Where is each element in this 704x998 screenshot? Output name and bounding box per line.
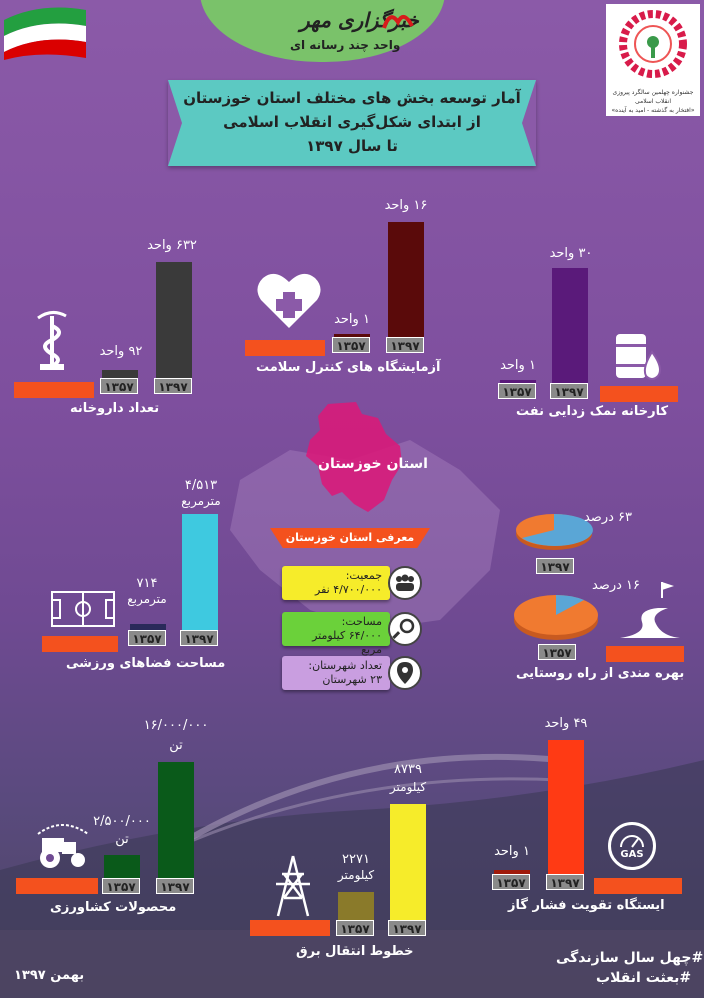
roads-pie-1357: [510, 590, 602, 644]
title-line-2: از ابتدای شکل‌گیری انقلاب اسلامی: [223, 113, 481, 131]
pharmacy-year-1397: ۱۳۹۷: [154, 378, 192, 394]
health-heart-icon: [255, 270, 323, 332]
oil-year-1397: ۱۳۹۷: [550, 383, 588, 399]
gas-bar-1397: [548, 740, 584, 874]
gas-old-value: ۱ واحد: [494, 844, 530, 859]
pharmacy-old-value: ۹۲ واحد: [99, 344, 143, 359]
labs-caption: آزمایشگاه های کنترل سلامت: [256, 360, 441, 375]
roads-year-1397: ۱۳۹۷: [536, 558, 574, 574]
pharmacy-icon: [32, 308, 72, 374]
oil-old-value: ۱ واحد: [500, 358, 536, 373]
pharmacy-bar-1357: [102, 370, 138, 378]
agri-year-1397: ۱۳۹۷: [156, 878, 194, 894]
power-old-unit: کیلومتر: [337, 868, 375, 882]
iran-flag-icon: [0, 0, 90, 60]
sports-old-unit: مترمربع: [127, 592, 167, 606]
sports-new-value: ۴/۵۱۳: [184, 478, 218, 493]
footer-date: بهمن ۱۳۹۷: [14, 968, 85, 983]
footer-hashtag-1: #چهل سال سازندگی: [556, 950, 704, 966]
agri-bar-1357: [104, 855, 140, 878]
gas-year-1357: ۱۳۵۷: [492, 874, 530, 890]
pharmacy-new-value: ۶۳۲ واحد: [147, 238, 197, 253]
agri-new-unit: تن: [169, 738, 183, 753]
power-bar-1397: [390, 804, 426, 920]
gas-new-value: ۴۹ واحد: [544, 716, 588, 731]
agri-old-value: ۲/۵۰۰/۰۰۰: [93, 814, 151, 829]
cities-box: [282, 656, 390, 690]
province-name: استان خوزستان: [318, 456, 428, 472]
oil-caption: کارخانه نمک زدایی نفت: [516, 404, 669, 419]
cities-value: ۲۳ شهرستان: [322, 673, 382, 686]
population-value: ۴/۷۰۰/۰۰۰ نفر: [315, 583, 382, 596]
oil-bar-1397: [552, 268, 588, 383]
power-bar-1357: [338, 892, 374, 920]
power-underline: [250, 920, 330, 936]
labs-bar-1397: [388, 222, 424, 337]
oil-year-1357: ۱۳۵۷: [498, 383, 536, 399]
sports-field-icon: [50, 590, 116, 628]
labs-underline: [245, 340, 325, 356]
roads-caption: بهره مندی از راه روستایی: [516, 666, 685, 681]
power-new-value: ۸۷۳۹: [394, 762, 422, 777]
pharmacy-caption: تعداد داروخانه: [70, 401, 160, 416]
labs-old-value: ۱ واحد: [334, 312, 370, 327]
title-line-3: تا سال ۱۳۹۷: [306, 137, 398, 155]
area-value: ۶۴/۰۰۰ کیلومتر مربع: [312, 629, 382, 656]
footer-hashtag-2: #بعثت انقلاب: [596, 970, 692, 986]
roads-new-value: ۶۳ درصد: [583, 510, 633, 525]
road-icon: [616, 578, 682, 642]
pharmacy-bar-1397: [156, 262, 192, 378]
agri-bar-1397: [158, 762, 194, 878]
mehr-logo-icon: [380, 8, 416, 34]
labs-year-1357: ۱۳۵۷: [332, 337, 370, 353]
area-icon: [388, 612, 422, 646]
pharmacy-underline: [14, 382, 94, 398]
power-tower-icon: [268, 854, 318, 918]
roads-year-1357: ۱۳۵۷: [538, 644, 576, 660]
labs-new-value: ۱۶ واحد: [384, 198, 428, 213]
agri-caption: محصولات کشاورزی: [50, 900, 177, 915]
agri-new-value: ۱۶/۰۰۰/۰۰۰: [143, 718, 209, 733]
agency-name: خبرگزاری مهر: [300, 8, 419, 32]
power-new-unit: کیلومتر: [389, 780, 427, 794]
population-label: جمعیت:: [345, 569, 382, 582]
agri-old-unit: تن: [115, 832, 129, 847]
roads-underline: [606, 646, 684, 662]
population-box: [282, 566, 390, 600]
pharmacy-year-1357: ۱۳۵۷: [100, 378, 138, 394]
agri-year-1357: ۱۳۵۷: [102, 878, 140, 894]
sports-year-1357: ۱۳۵۷: [128, 630, 166, 646]
title-banner: [168, 80, 536, 166]
oil-new-value: ۳۰ واحد: [549, 246, 593, 261]
logo-slogan: «افتخار به گذشته - امید به آینده»: [611, 107, 695, 114]
sports-caption: مساحت فضاهای ورزشی: [66, 656, 226, 671]
gas-icon-label: GAS: [620, 849, 644, 860]
title-line-1: آمار توسعه بخش های مختلف استان خوزستان: [183, 89, 521, 107]
cities-label: تعداد شهرستان:: [308, 659, 382, 672]
sports-old-value: ۷۱۴: [136, 576, 158, 591]
population-icon: [388, 566, 422, 600]
labs-year-1397: ۱۳۹۷: [386, 337, 424, 353]
area-label: مساحت:: [341, 615, 382, 628]
sports-underline: [42, 636, 118, 652]
agri-underline: [16, 878, 98, 894]
gas-underline: [594, 878, 682, 894]
oil-underline: [600, 386, 678, 402]
agency-sub: واحد چند رسانه ای: [290, 38, 401, 52]
power-year-1357: ۱۳۵۷: [336, 920, 374, 936]
power-caption: خطوط انتقال برق: [296, 944, 414, 959]
power-old-value: ۲۲۷۱: [342, 852, 370, 867]
sports-new-unit: مترمربع: [181, 494, 221, 508]
location-pin-icon: [388, 656, 422, 690]
gas-caption: ایستگاه تقویت فشار گاز: [508, 898, 665, 913]
power-year-1397: ۱۳۹۷: [388, 920, 426, 936]
gas-gauge-icon: [608, 822, 656, 870]
anniversary-logo: [606, 4, 700, 116]
roads-old-value: ۱۶ درصد: [591, 578, 641, 593]
logo-caption: جشنواره چهلمین سالگرد پیروزی انقلاب اسلامی: [612, 89, 694, 105]
oil-barrel-icon: [610, 330, 666, 386]
sports-year-1397: ۱۳۹۷: [180, 630, 218, 646]
gas-year-1397: ۱۳۹۷: [546, 874, 584, 890]
area-box: [282, 612, 390, 656]
intro-title: معرفی استان خوزستان: [285, 531, 415, 544]
flower-emblem-icon: [606, 4, 700, 84]
sports-bar-1397: [182, 514, 218, 630]
